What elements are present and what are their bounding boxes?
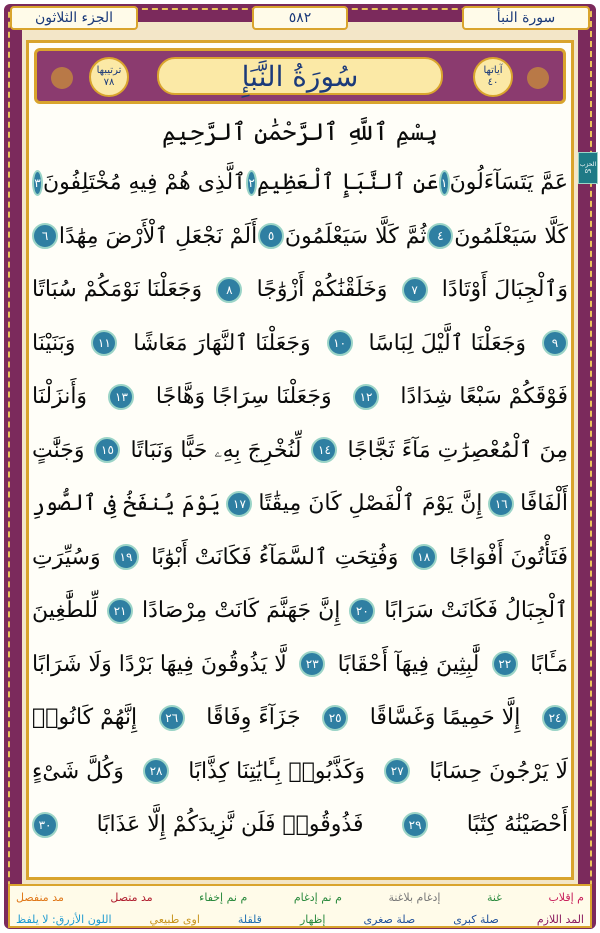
- verse-text: عَمَّ يَتَسَآءَلُونَ: [449, 170, 568, 196]
- surah-order-label: ترتيبها: [96, 65, 122, 76]
- verse-text: مَـَٔابًا: [530, 651, 568, 677]
- verse-text: وَفُتِحَتِ ٱلسَّمَآءُ فَكَانَتْ أَبْوَٰبًا: [151, 544, 399, 570]
- verse-text: لَّا يَذُوقُونَ فِيهَا بَرْدًا وَلَا شَرَابًا: [32, 651, 287, 677]
- surah-title-band: [34, 48, 566, 104]
- ayah-number-marker: ٢٤: [542, 705, 568, 731]
- surah-title: سُورَةُ النَّبَإِ: [157, 57, 443, 95]
- ayah-number-marker: ٤: [427, 223, 453, 249]
- verse-line: [32, 263, 568, 317]
- ayah-number-marker: ٥: [258, 223, 284, 249]
- verse-text: فَتَأْتُونَ أَفْوَاجًا: [449, 544, 568, 570]
- verse-text: وَسُيِّرَتِ: [32, 544, 101, 570]
- ayah-number-marker: ١٦: [488, 491, 514, 517]
- ayah-number-marker: ٧: [402, 277, 428, 303]
- verse-text: وَأَنزَلْنَا: [32, 384, 88, 410]
- legend-item: اوى طبيعي: [149, 912, 200, 926]
- verse-text: وَجَعَلْنَا نَوْمَكُمْ سُبَاتًا: [32, 277, 203, 303]
- verse-line: [32, 370, 568, 424]
- ayah-number-marker: ١٣: [108, 384, 134, 410]
- verse-line: [32, 531, 568, 585]
- ayah-number-marker: ٩: [542, 330, 568, 356]
- legend-item: م نم إدغام: [293, 890, 342, 904]
- surah-order-medal: [89, 57, 129, 97]
- verse-text: أَلَمْ نَجْعَلِ ٱلْأَرْضَ مِهَٰدًا: [58, 223, 258, 249]
- verse-text: جَزَآءً وِفَاقًا: [206, 705, 301, 731]
- verse-text: وَجَنَّٰتٍ: [32, 437, 85, 463]
- juz-label: الجزء الثلاثون: [10, 6, 138, 30]
- verse-line: [32, 210, 568, 264]
- rosette-ornament-icon: [527, 67, 549, 89]
- verse-text: عَنِ ٱلنَّبَإِ ٱلْعَظِيمِ: [257, 170, 439, 196]
- verse-line: [32, 745, 568, 799]
- rosette-ornament-icon: [51, 67, 73, 89]
- verse-lines: [32, 156, 568, 852]
- ayah-number-marker: ٣: [32, 170, 43, 196]
- verse-line: [32, 156, 568, 210]
- ayah-number-marker: ١٨: [411, 544, 437, 570]
- ayah-number-marker: ١٥: [94, 437, 120, 463]
- legend-item: مد منفصل: [16, 890, 64, 904]
- verse-text: وَجَعَلْنَا ٱلنَّهَارَ مَعَاشًا: [133, 330, 311, 356]
- verse-text: أَلْفَافًا: [520, 491, 568, 517]
- hizb-marker: الحزب ٥٩: [578, 152, 598, 184]
- ayah-number-marker: ١: [439, 170, 450, 196]
- verse-text: فَوْقَكُمْ سَبْعًا شِدَادًا: [400, 384, 568, 410]
- verse-line: [32, 691, 568, 745]
- verse-line: [32, 584, 568, 638]
- tajweed-legend: [8, 884, 592, 928]
- ayah-number-marker: ١٤: [311, 437, 337, 463]
- verse-text: ثُمَّ كَلَّا سَيَعْلَمُونَ: [284, 223, 427, 249]
- verse-text: إِنَّ جَهَنَّمَ كَانَتْ مِرْصَادًا: [141, 598, 341, 624]
- verse-text: ٱلَّذِى هُمْ فِيهِ مُخْتَلِفُونَ: [42, 170, 247, 196]
- ayah-number-marker: ٢: [246, 170, 257, 196]
- verse-text: لِّنُخْرِجَ بِهِۦ حَبًّا وَنَبَاتًا: [130, 437, 302, 463]
- verse-text: وَبَنَيْنَا: [32, 330, 76, 356]
- legend-row: [10, 886, 590, 908]
- legend-row: [10, 908, 590, 930]
- verse-text: لَّٰبِثِينَ فِيهَآ أَحْقَابًا: [337, 651, 480, 677]
- ayah-number-marker: ٢٠: [349, 598, 375, 624]
- verse-line: [32, 638, 568, 692]
- legend-item: غنة: [486, 890, 502, 904]
- bismillah: بِسْمِ ٱللَّهِ ٱلرَّحْمَٰنِ ٱلرَّحِيمِ: [161, 118, 438, 146]
- verse-line: [32, 477, 568, 531]
- legend-item: اللون الأزرق: لا يلفظ: [16, 912, 112, 926]
- verse-text: وَجَعَلْنَا سِرَاجًا وَهَّاجًا: [155, 384, 332, 410]
- ayah-number-marker: ٢٩: [402, 812, 428, 838]
- legend-item: مد متصل: [110, 890, 153, 904]
- ayah-number-marker: ٢٨: [143, 758, 169, 784]
- ayah-number-marker: ٢١: [107, 598, 133, 624]
- verse-text: إِلَّا حَمِيمًا وَغَسَّاقًا: [369, 705, 521, 731]
- legend-item: صلة صغرى: [363, 912, 416, 926]
- legend-item: قلقلة: [237, 912, 262, 926]
- verse-text: مِنَ ٱلْمُعْصِرَٰتِ مَآءً ثَجَّاجًا: [347, 437, 568, 463]
- verse-count-medal: [473, 57, 513, 97]
- verse-text: وَٱلْجِبَالَ أَوْتَادًا: [441, 277, 568, 303]
- verse-text: لَا يَرْجُونَ حِسَابًا: [429, 758, 568, 784]
- legend-item: إدغام بلاغنة: [388, 890, 441, 904]
- legend-item: إظهار: [299, 912, 326, 926]
- ayah-number-marker: ٦: [32, 223, 58, 249]
- legend-item: صلة كبرى: [453, 912, 499, 926]
- ayah-number-marker: ٨: [216, 277, 242, 303]
- page-header: [0, 0, 600, 34]
- ayah-number-marker: ١٠: [327, 330, 353, 356]
- ayah-number-marker: ٢٥: [322, 705, 348, 731]
- ayah-number-marker: ١١: [91, 330, 117, 356]
- verse-text: أَحْصَيْنَٰهُ كِتَٰبًا: [466, 812, 568, 838]
- ayah-number-marker: ٢٦: [159, 705, 185, 731]
- legend-item: المد اللازم: [536, 912, 584, 926]
- verse-text: وَجَعَلْنَا ٱلَّيْلَ لِبَاسًا: [368, 330, 527, 356]
- verse-text: وَكُلَّ شَىْءٍ: [32, 758, 124, 784]
- verse-line: [32, 317, 568, 371]
- verse-line: [32, 424, 568, 478]
- verse-text: إِنَّهُمْ كَانُوا۟: [32, 705, 138, 731]
- verse-text: إِنَّ يَوْمَ ٱلْفَصْلِ كَانَ مِيقَٰتًا: [258, 491, 483, 517]
- page-number: ٥٨٢: [252, 6, 348, 30]
- surah-order-number: ٧٨: [103, 77, 115, 88]
- verse-text: كَلَّا سَيَعْلَمُونَ: [454, 223, 568, 249]
- verse-text: ٱلْجِبَالُ فَكَانَتْ سَرَابًا: [384, 598, 568, 624]
- verse-text: وَكَذَّبُوا۟ بِـَٔايَٰتِنَا كِذَّابًا: [188, 758, 366, 784]
- verse-count-label: آياتها: [483, 65, 503, 76]
- legend-item: م نم إخفاء: [199, 890, 248, 904]
- ayah-number-marker: ١٢: [353, 384, 379, 410]
- verse-line: [32, 798, 568, 852]
- ayah-number-marker: ٢٧: [384, 758, 410, 784]
- verse-text: وَخَلَقْنَٰكُمْ أَزْوَٰجًا: [256, 277, 388, 303]
- verse-count-number: ٤٠: [487, 77, 499, 88]
- surah-label: سورة النبأ: [462, 6, 590, 30]
- ayah-number-marker: ٢٢: [492, 651, 518, 677]
- verse-text: فَذُوقُوا۟ فَلَن نَّزِيدَكُمْ إِلَّا عَذَابًا: [96, 812, 364, 838]
- ayah-number-marker: ٣٠: [32, 812, 58, 838]
- ayah-number-marker: ٢٣: [299, 651, 325, 677]
- ayah-number-marker: ١٧: [226, 491, 252, 517]
- verse-text: يَوْمَ يُنفَخُ فِى ٱلصُّورِ: [32, 491, 221, 517]
- legend-item: م إقلاب: [548, 890, 584, 904]
- ayah-number-marker: ١٩: [113, 544, 139, 570]
- verse-text: لِّلطَّٰغِينَ: [32, 598, 99, 624]
